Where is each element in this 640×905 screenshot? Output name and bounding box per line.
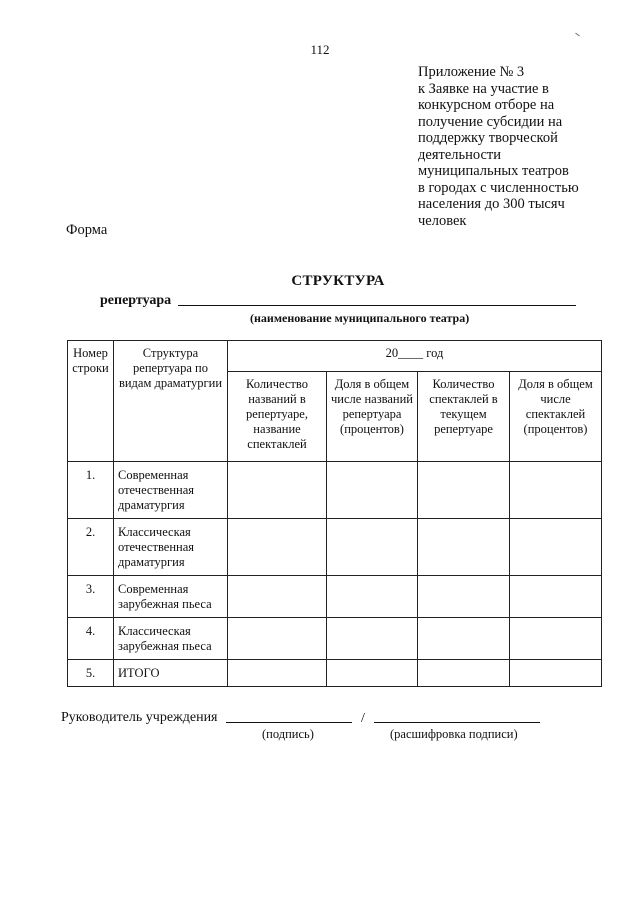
input-cell[interactable] (418, 519, 510, 576)
row-name: Современная отечественная драматургия (114, 462, 228, 519)
input-cell[interactable] (510, 660, 602, 687)
repertoire-label: репертуара (100, 293, 172, 308)
table-row (68, 462, 602, 519)
appendix-line: получение субсидии на (418, 113, 563, 130)
signature-decoding-field[interactable] (374, 722, 540, 723)
header-titles-share: Доля в общем числе названий репертуара (процентов) (327, 372, 418, 462)
signature-decoding-caption: (расшифровка подписи) (390, 727, 518, 741)
header-structure: Структура репертуара по видам драматургии (114, 341, 228, 462)
appendix-line: человек (418, 212, 467, 229)
input-cell[interactable] (418, 618, 510, 660)
input-cell[interactable] (510, 462, 602, 519)
signature-separator: / (361, 711, 365, 726)
appendix-line: в городах с численностью (418, 179, 579, 196)
appendix-line: к Заявке на участие в (418, 80, 549, 97)
document-title: СТРУКТУРА (291, 273, 385, 289)
table-row (68, 576, 602, 618)
appendix-note (418, 64, 628, 229)
row-number: 4. (68, 618, 114, 660)
header-year: 20____ год (228, 341, 602, 372)
input-cell[interactable] (228, 576, 327, 618)
input-cell[interactable] (327, 462, 418, 519)
form-label: Форма (66, 222, 108, 238)
appendix-line: Приложение № 3 (418, 64, 525, 80)
input-cell[interactable] (418, 660, 510, 687)
input-cell[interactable] (327, 576, 418, 618)
signature-field[interactable] (226, 722, 352, 723)
row-name: Современная зарубежная пьеса (114, 576, 228, 618)
header-titles-count: Количество названий в репертуаре, название спектаклей (228, 372, 327, 462)
appendix-line: муниципальных театров (418, 163, 569, 179)
appendix-line: поддержку творческой (418, 130, 558, 146)
header-performances-share: Доля в общем числе спектаклей (процентов) (510, 372, 602, 462)
theatre-name-field[interactable] (178, 305, 576, 306)
row-name: Классическая зарубежная пьеса (114, 618, 228, 660)
row-number: 5. (68, 660, 114, 687)
input-cell[interactable] (418, 462, 510, 519)
header-performances-count: Количество спектаклей в текущем репертуаре (418, 372, 510, 462)
table-row (68, 618, 602, 660)
scan-mark (575, 33, 580, 37)
row-number: 3. (68, 576, 114, 618)
table-header-row (68, 341, 602, 372)
signature-label: Руководитель учреждения (61, 710, 218, 725)
row-name: ИТОГО (114, 660, 228, 687)
row-number: 2. (68, 519, 114, 576)
input-cell[interactable] (228, 519, 327, 576)
table-row (68, 519, 602, 576)
appendix-line: населения до 300 тысяч (418, 196, 565, 212)
input-cell[interactable] (418, 576, 510, 618)
appendix-line: конкурсном отборе на (418, 97, 555, 113)
table-row (68, 660, 602, 687)
input-cell[interactable] (228, 618, 327, 660)
signature-caption: (подпись) (262, 727, 314, 741)
row-name: Классическая отечественная драматургия (114, 519, 228, 576)
input-cell[interactable] (228, 462, 327, 519)
input-cell[interactable] (510, 576, 602, 618)
input-cell[interactable] (228, 660, 327, 687)
page-number: 112 (310, 42, 330, 57)
input-cell[interactable] (327, 660, 418, 687)
input-cell[interactable] (510, 618, 602, 660)
repertoire-structure-table (67, 340, 602, 687)
row-number: 1. (68, 462, 114, 519)
input-cell[interactable] (327, 519, 418, 576)
theatre-name-caption: (наименование муниципального театра) (250, 311, 470, 325)
header-row-number: Номер строки (68, 341, 114, 462)
input-cell[interactable] (510, 519, 602, 576)
input-cell[interactable] (327, 618, 418, 660)
appendix-line: деятельности (418, 146, 502, 163)
